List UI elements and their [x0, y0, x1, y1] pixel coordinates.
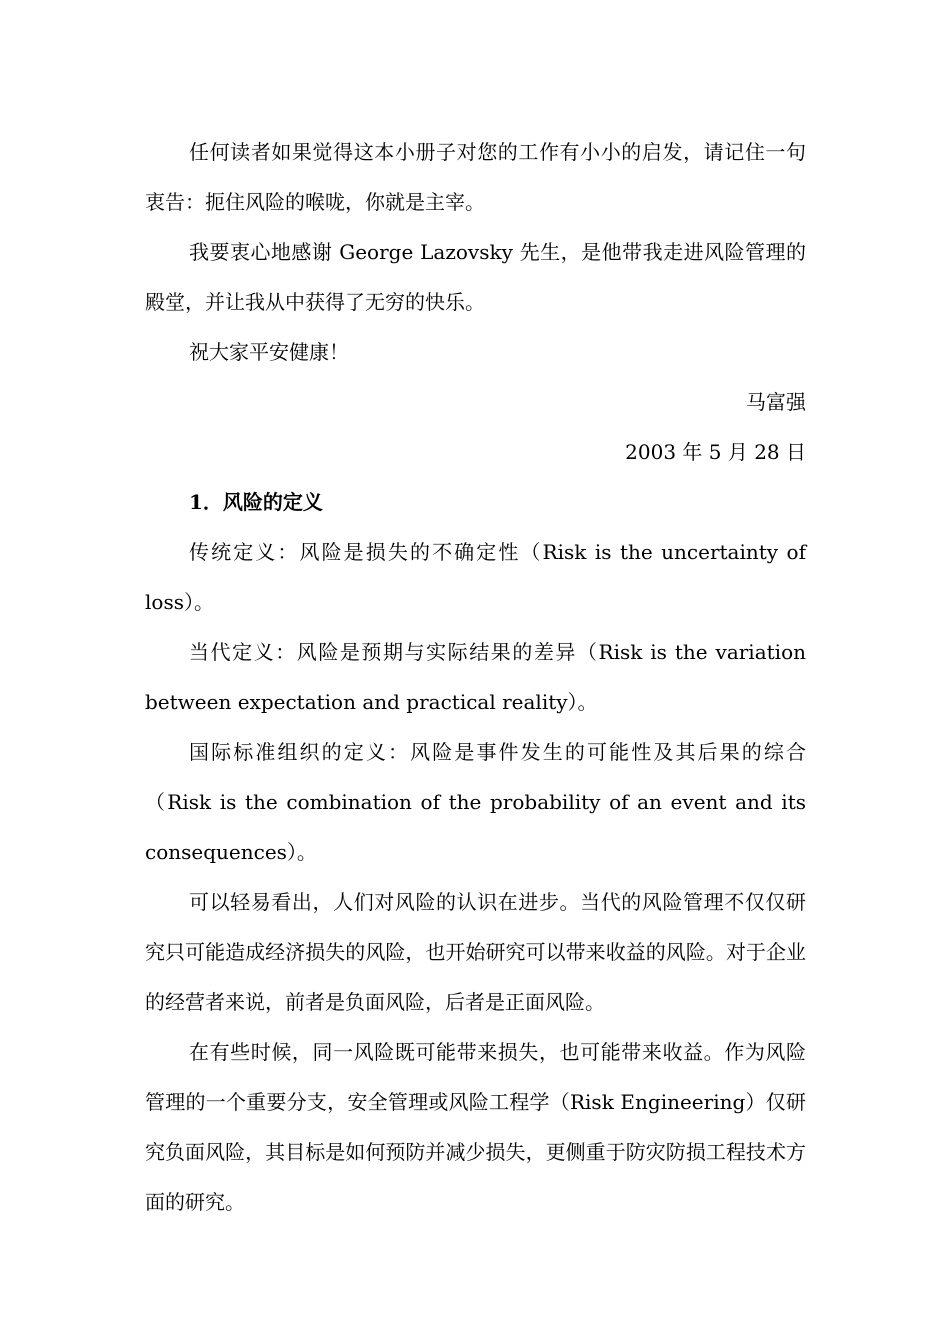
preface-paragraph-2: 我要衷心地感谢 George Lazovsky 先生，是他带我走进风险管理的殿堂，并让我从中获得了无穷的快乐。: [145, 240, 806, 314]
section-heading: 1．风险的定义: [189, 490, 323, 514]
definition-traditional: 传统定义：风险是损失的不确定性（Risk is the uncertainty of loss）。: [145, 540, 806, 614]
signature-author: 马富强: [746, 390, 806, 414]
body-paragraph-2: 在有些时候，同一风险既可能带来损失，也可能带来收益。作为风险管理的一个重要分支，安全管理或风险工程学（Risk Engineering）仅研究负面风险，其目标是如何预防并减少损失，更侧重于防灾防损工程技术方面的研究。: [145, 1040, 806, 1214]
body-paragraph-1: 可以轻易看出，人们对风险的认识在进步。当代的风险管理不仅仅研究只可能造成经济损失的风险，也开始研究可以带来收益的风险。对于企业的经营者来说，前者是负面风险，后者是正面风险。: [145, 890, 806, 1014]
document-body: [145, 127, 806, 1227]
preface-paragraph-3: 祝大家平安健康！: [189, 340, 349, 364]
definition-iso: 国际标准组织的定义：风险是事件发生的可能性及其后果的综合（Risk is the combination of the probability of an event and its consequences）。: [145, 740, 806, 864]
signature-date: 2003 年 5 月 28 日: [625, 440, 806, 464]
definition-contemporary: 当代定义：风险是预期与实际结果的差异（Risk is the variation between expectation and practical reality）。: [145, 640, 806, 714]
preface-paragraph-1: 任何读者如果觉得这本小册子对您的工作有小小的启发，请记住一句衷告：扼住风险的喉咙，你就是主宰。: [145, 140, 806, 214]
